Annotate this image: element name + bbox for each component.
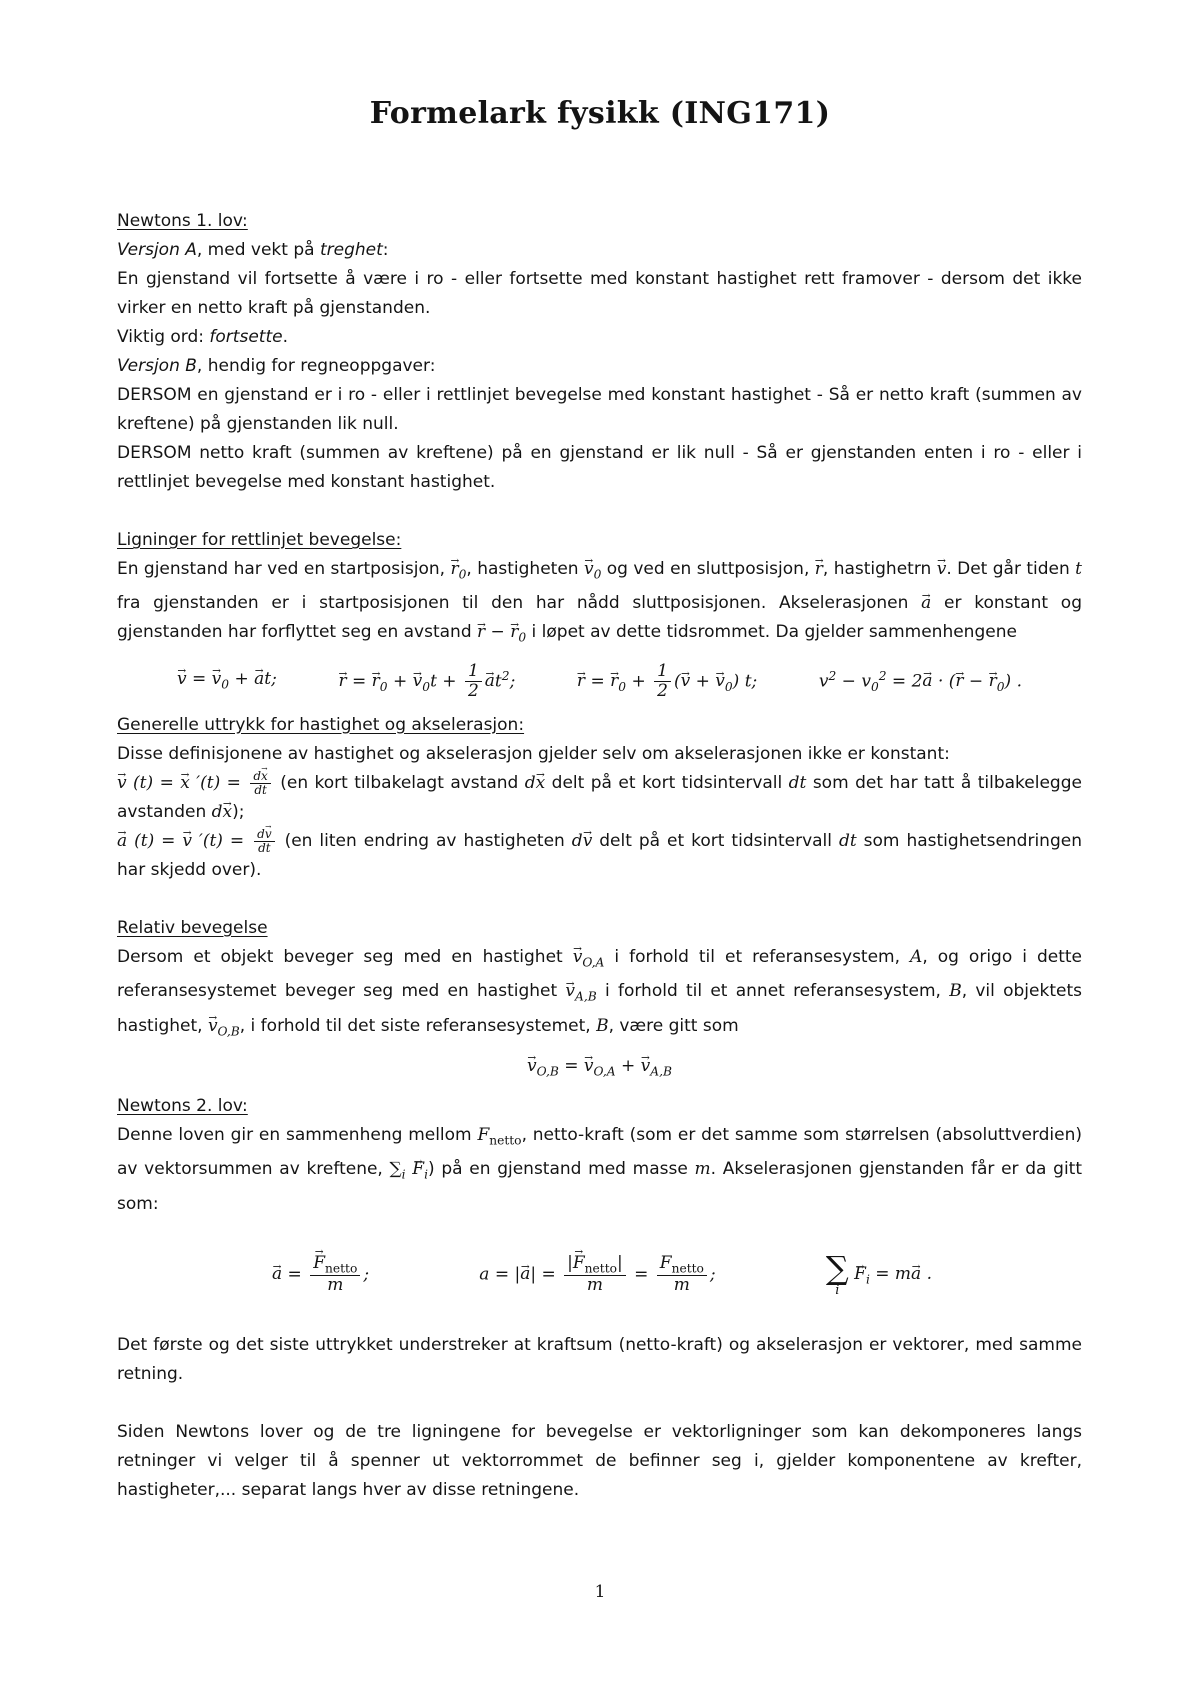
linear-text: En gjenstand har ved en startposisjon, → $r_0$, hastigheten → $v_0$ og ved en sluttposisjon, → r, hastighetrn → v. Det går tiden t fra gjenstanden er i startposisjonen til den har nådd sluttposisjonen. Akselerasjonen → a er konstant og gjenstanden har forflyttet seg en avstand → r − → $r_0$ i løpet av dette tidsrommet. Da gjelder sammenhengene bbox=[117, 555, 1082, 653]
equation-row-kinematics bbox=[117, 653, 1082, 711]
equation-timeless: $v^2 - v_0^2 = 2\to a$ · (→ r − → $r_0$) . bbox=[819, 662, 1022, 702]
equation-position: → r = → $r_0$ + → $v_0t$ + $\frac{1}{2}$ → $at^2$; bbox=[338, 662, 515, 702]
newton2-conclusion: Det første og det siste uttrykket understreker at kraftsum (netto-kraft) og akselerasjon er vektorer, med samme retning. bbox=[117, 1334, 1082, 1384]
equation-acceleration-magnitude: a = |→ a| = $\frac{|\to F_{netto}|}{m}$ = $\frac{F_{netto}}{m}$ ; bbox=[479, 1254, 715, 1296]
section-heading-newton2: Newtons 2. lov: bbox=[117, 1095, 248, 1116]
equation-row-newton2 bbox=[117, 1219, 1082, 1331]
version-b-text-1: DERSOM en gjenstand er i ro - eller i rettlinjet bevegelse med konstant hastighet - Så er netto kraft (summen av kreftene) på gjenstanden lik null. bbox=[117, 385, 1082, 434]
equation-position-average: → r = → $r_0$ + $\frac{1}{2}$ (→ v + → $v_0$) t; bbox=[577, 662, 757, 702]
version-b-label: Versjon B bbox=[117, 356, 197, 376]
section-heading-linear: Ligninger for rettlinjet bevegelse: bbox=[117, 530, 402, 550]
version-a-label: Versjon A bbox=[117, 240, 197, 260]
section-heading-newton1: Newtons 1. lov: bbox=[117, 211, 248, 231]
equation-acceleration-vector: → a = → $\frac{F_{netto}}{m}$ ; bbox=[272, 1254, 369, 1296]
equation-relative-velocity: → $v_{O,B}$ = → $v_{O,A}$ + → $v_{A,B}$ bbox=[117, 1046, 1082, 1092]
section-heading-relative: Relativ bevegelse bbox=[117, 917, 268, 938]
general-intro: Disse definisjonene av hastighet og akselerasjon gjelder selv om akselerasjonen ikke er konstant: bbox=[117, 743, 950, 764]
vector-decomposition-text: Siden Newtons lover og de tre ligningene for bevegelse er vektorligninger som kan dekomponeres langs retninger vi velger til å spenner ut vektorrommet de befinner seg i, gjelder komponentene av krefter, hastigheter,... separat langs hver av disse retningene. bbox=[117, 1421, 1082, 1500]
version-a-text: En gjenstand vil fortsette å være i ro - eller fortsette med konstant hastighet rett framover - dersom det ikke virker en netto kraft på gjenstanden. bbox=[117, 269, 1082, 318]
acceleration-definition: → a (t) = → v ′(t) = $\frac{d\to v}{dt}$ (en liten endring av hastigheten d→ v delt på et kort tidsintervall dt som hastighetsendringen har skjedd over). bbox=[117, 827, 1082, 885]
version-a-line: Versjon A, med vekt på treghet: bbox=[117, 240, 389, 260]
page-title: Formelark fysikk (ING171) bbox=[369, 96, 831, 131]
equation-velocity: → v = → $v_0$ + → at; bbox=[177, 665, 277, 699]
version-b-text-2: DERSOM netto kraft (summen av kreftene) på en gjenstand er lik null - Så er gjenstanden enten i ro - eller i rettlinjet bevegelse med konstant hastighet. bbox=[117, 443, 1082, 492]
newton2-text: Denne loven gir en sammenheng mellom $F_{netto}$, netto-kraft (som er det samme som størrelsen (absoluttverdien) av vektorsummen av kreftene, $\sum_i \to F_i$) på en gjenstand med masse m. Akselerasjonen gjenstanden får er da gitt som: bbox=[117, 1121, 1082, 1219]
version-b-line: Versjon B, hendig for regneoppgaver: bbox=[117, 356, 436, 376]
equation-force-sum: ∑ i → $F_i = m\to a$ . bbox=[826, 1252, 932, 1297]
page-number: 1 bbox=[594, 1582, 606, 1602]
velocity-definition: → v (t) = → x ′(t) = $\frac{d\to x}{dt}$ (en kort tilbakelagt avstand d→ x delt på et kort tidsintervall dt som det har tatt å tilbakelegge avstanden d→ x); bbox=[117, 769, 1082, 827]
document-body bbox=[117, 207, 1082, 1505]
section-heading-general: Generelle uttrykk for hastighet og akselerasjon: bbox=[117, 714, 525, 735]
relative-text: Dersom et objekt beveger seg med en hastighet → $v_{O,A}$ i forhold til et referansesystem, A, og origo i dette referansesystemet beveger seg med en hastighet → $v_{A,B}$ i forhold til et annet referansesystem, B, vil objektets hastighet, → $v_{O,B}$, i forhold til det siste referansesystemet, B, være gitt som bbox=[117, 943, 1082, 1046]
key-word-line: Viktig ord: fortsette. bbox=[117, 327, 288, 347]
